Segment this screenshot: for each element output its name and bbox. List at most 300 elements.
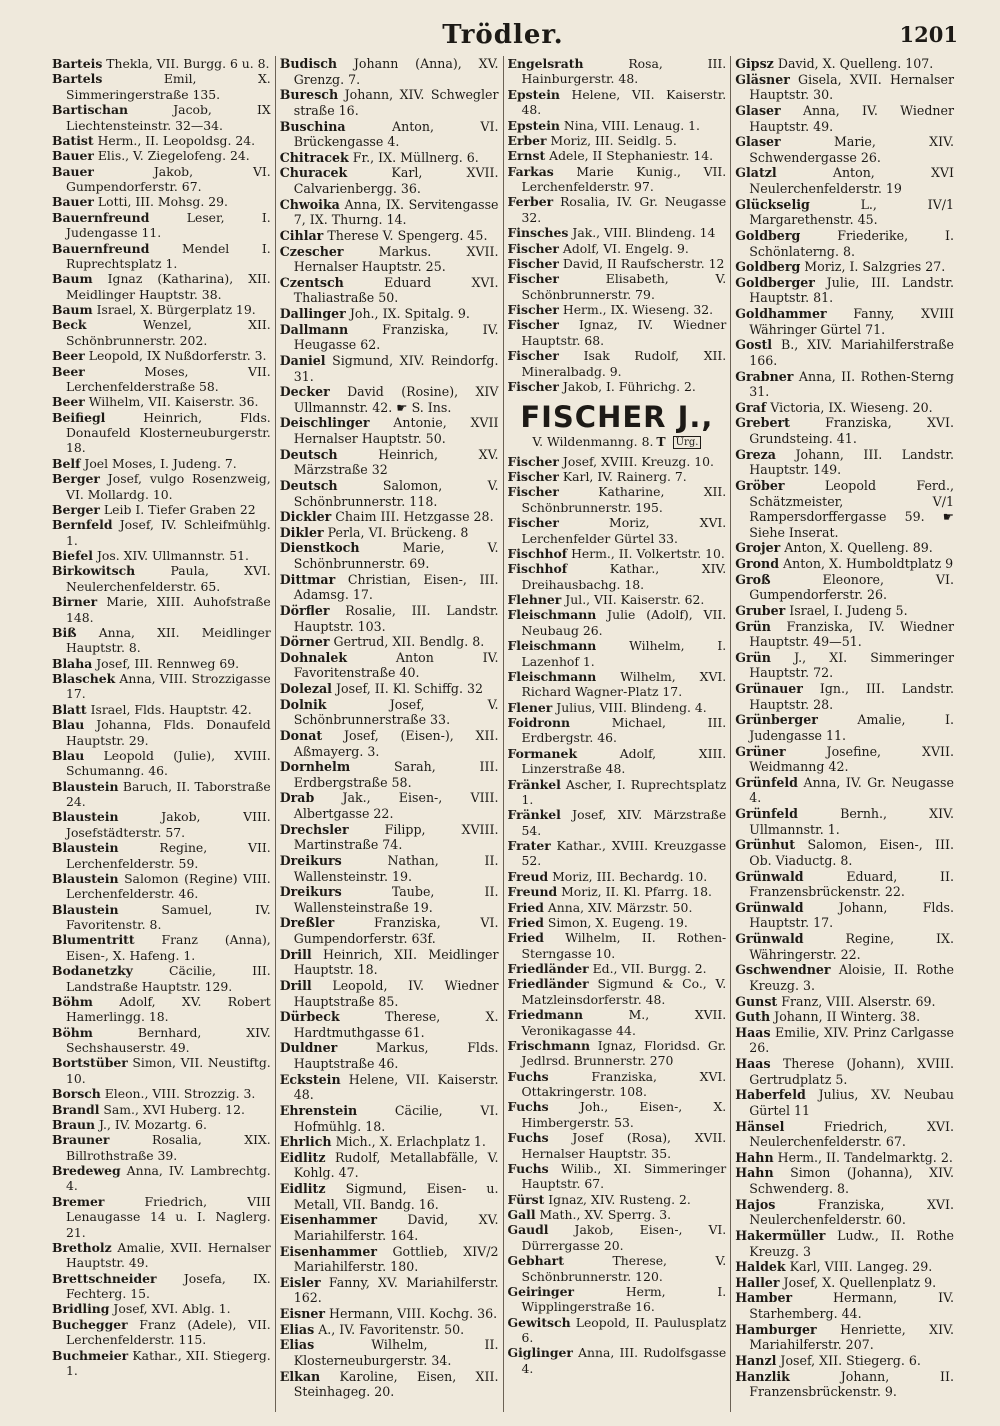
- entry-name: Eidlitz: [279, 1149, 326, 1165]
- entry-details: Gottlieb, XIV/2 Mariahilferstr. 180.: [293, 1243, 499, 1275]
- entry-name: Barteis: [52, 56, 103, 71]
- entry-details: Johanna, Flds. Donaufeld Hauptstr. 29.: [66, 717, 271, 748]
- directory-entry: [52, 871, 271, 902]
- entry-details: Joh., IX. Spitalg. 9.: [349, 306, 470, 321]
- directory-entry: [280, 915, 499, 946]
- directory-entry: [735, 478, 954, 541]
- directory-entry: [52, 748, 271, 779]
- entry-name: Beck: [52, 317, 87, 333]
- entry-details: Elisabeth, V. Schönbrunnerstr. 79.: [521, 271, 727, 302]
- entry-name: Brettschneider: [52, 1270, 157, 1286]
- entry-name: Grünauer: [735, 681, 803, 696]
- directory-entry: [508, 930, 727, 961]
- directory-entry: [52, 671, 271, 702]
- entry-name: Eisenhammer: [279, 1212, 378, 1228]
- directory-entry: [52, 364, 271, 395]
- entry-details: Sigmund, Eisen- u. Metall, VII. Bandg. 16.: [293, 1181, 499, 1212]
- entry-details: Simon, X. Eugeng. 19.: [547, 914, 688, 930]
- page-header: [48, 0, 958, 56]
- entry-details: Anna, VIII. Strozzigasse 17.: [66, 671, 271, 702]
- entry-name: Baum: [52, 302, 93, 317]
- entry-details: Nina, VIII. Lenaug. 1.: [563, 117, 700, 133]
- directory-entry: [52, 594, 271, 625]
- directory-entry: [508, 379, 727, 394]
- entry-name: Braun: [52, 1116, 96, 1132]
- entry-name: Brauner: [52, 1132, 110, 1148]
- entry-name: Gall: [507, 1207, 536, 1222]
- entry-details: Joh., Eisen-, X. Himbergerstr. 53.: [521, 1099, 727, 1130]
- telephone-mark: T: [656, 434, 666, 450]
- entry-details: Anna, IX. Servitengasse 7, IX. Thurng. 14.: [293, 196, 499, 228]
- entry-details: Antonie, XVII Hernalser Hauptstr. 50.: [293, 415, 499, 446]
- entry-details: Moriz, I. Salzgries 27.: [804, 259, 946, 275]
- directory-entry: [280, 244, 499, 275]
- directory-entry: [508, 884, 727, 899]
- entry-details: Franziska, XVI. Neulerchenfelderstr. 60.: [749, 1196, 954, 1228]
- entry-details: Josefa, IX. Fechterg. 15.: [66, 1270, 271, 1301]
- entry-details: J., IV. Mozartg. 6.: [99, 1116, 207, 1132]
- entry-details: Fanny, XV. Mariahilferstr. 162.: [293, 1274, 499, 1306]
- entry-details: Marie, V. Schönbrunnerstr. 69.: [293, 540, 499, 571]
- directory-entry: [735, 1353, 954, 1369]
- entry-details: Heinrich, Flds. Donaufeld Klosterneuburgerstr. 18.: [66, 409, 271, 456]
- entry-name: Friedmann: [507, 1007, 584, 1023]
- directory-entry: [280, 884, 499, 915]
- entry-details: Bernh., XIV. Ullmannstr. 1.: [749, 806, 954, 837]
- directory-entry: [52, 1163, 271, 1194]
- entry-details: Julie, III. Landstr. Hauptstr. 81.: [749, 274, 954, 306]
- entry-name: Groß: [735, 571, 771, 587]
- directory-entry: [280, 572, 499, 603]
- entry-name: Haas: [735, 1024, 771, 1040]
- entry-name: Fischer: [507, 469, 559, 484]
- entry-name: Elkan: [279, 1368, 321, 1384]
- entry-details: Anna, IV. Wiedner Hauptstr. 49.: [749, 102, 954, 134]
- entry-details: Moriz, II. Kl. Pfarrg. 18.: [561, 884, 712, 900]
- directory-entry: [508, 515, 727, 546]
- directory-entry: [280, 119, 499, 150]
- entry-name: Dreikurs: [279, 852, 342, 868]
- entry-details: L., IV/1 Margarethenstr. 45.: [749, 196, 954, 228]
- entry-name: Drill: [279, 977, 312, 993]
- entry-details: Rosalia, IV. Gr. Neugasse 32.: [521, 194, 727, 225]
- directory-entry: [52, 1348, 271, 1379]
- directory-entry: [735, 103, 954, 134]
- directory-entry: [735, 900, 954, 931]
- entry-details: Jak., Eisen-, VIII. Albertgasse 22.: [293, 790, 499, 821]
- directory-entry: [280, 681, 499, 697]
- entry-name: Fischer: [507, 271, 559, 287]
- entry-details: Sarah, III. Erdbergstraße 58.: [293, 759, 499, 790]
- entry-name: Bernfeld: [52, 517, 113, 533]
- directory-entry: [735, 369, 954, 400]
- entry-name: Bauernfreund: [52, 209, 150, 225]
- entry-name: Elias: [279, 1337, 315, 1353]
- entry-name: Haas: [735, 1056, 771, 1071]
- directory-entry: [52, 1117, 271, 1132]
- entry-details: Therese, V. Schönbrunnerstr. 120.: [521, 1253, 727, 1284]
- entry-details: Josef, XVI. Ablg. 1.: [113, 1301, 231, 1317]
- directory-entry: [735, 72, 954, 103]
- directory-entry: [52, 517, 271, 548]
- entry-details: Johann, II Winterg. 38.: [774, 1009, 921, 1025]
- entry-details: Bernhard, XIV. Sechshauserstr. 49.: [66, 1024, 271, 1055]
- entry-details: Adolf, XV. Robert Hamerlingg. 18.: [66, 993, 271, 1025]
- directory-entry: [52, 1132, 271, 1163]
- directory-entry: [508, 1161, 727, 1192]
- entry-name: Epstein: [507, 117, 560, 133]
- entry-details: Perla, VI. Brückeng. 8: [327, 524, 469, 540]
- directory-entry: [735, 1165, 954, 1196]
- entry-details: Simon (Johanna), XIV. Schwenderg. 8.: [749, 1165, 954, 1196]
- entry-name: Epstein: [507, 86, 560, 102]
- directory-entry: [508, 1130, 727, 1161]
- entry-details: Wilhelm, II. Klosterneuburgerstr. 34.: [293, 1337, 499, 1368]
- entry-name: Fried: [507, 899, 544, 915]
- entry-details: Henriette, XIV. Mariahilferstr. 207.: [749, 1321, 954, 1353]
- entry-details: Eleonore, VI. Gumpendorferstr. 26.: [749, 571, 954, 603]
- directory-entry: [735, 1056, 954, 1087]
- directory-entry: [52, 394, 271, 409]
- entry-details: Therese (Johann), XVIII. Gertrudplatz 5.: [749, 1056, 954, 1087]
- entry-name: Engelsrath: [507, 56, 584, 71]
- entry-name: Bredeweg: [52, 1163, 121, 1178]
- entry-name: Blaustein: [52, 840, 119, 856]
- directory-entry: [508, 241, 727, 256]
- entry-name: Grünfeld: [735, 806, 798, 821]
- entry-name: Giglinger: [507, 1345, 573, 1361]
- entry-details: Elis., V. Ziegelofeng. 24.: [97, 148, 250, 164]
- entry-name: Hakermüller: [735, 1227, 826, 1243]
- entry-name: Dohnalek: [279, 649, 348, 665]
- entry-name: Biefel: [52, 548, 93, 563]
- directory-entry: [735, 228, 954, 259]
- directory-entry: [280, 353, 499, 384]
- directory-entry: [735, 619, 954, 650]
- entry-details: Johann (Anna), XV. Grenzg. 7.: [293, 56, 499, 87]
- entry-details: Fr., IX. Müllnerg. 6.: [352, 149, 479, 165]
- entry-name: Ehrlich: [279, 1134, 332, 1150]
- entry-name: Fischer: [507, 453, 559, 469]
- entry-details: Moriz, III. Seidlg. 5.: [550, 132, 677, 148]
- entry-details: Herm., II. Tandelmarktg. 2.: [777, 1149, 953, 1165]
- entry-name: Fischer: [507, 484, 559, 500]
- entry-details: Taube, II. Wallensteinstraße 19.: [293, 884, 499, 915]
- entry-name: Hamburger: [735, 1321, 817, 1337]
- entry-details: Jak., VIII. Blindeng. 14: [572, 225, 716, 241]
- directory-entry: [52, 148, 271, 163]
- entry-name: Fuchs: [507, 1130, 549, 1146]
- entry-name: Glatzl: [735, 165, 777, 181]
- entry-details: Friederike, I. Schönlaterng. 8.: [749, 227, 954, 259]
- directory-entry: [280, 822, 499, 853]
- entry-details: Johann, II. Franzensbrückenstr. 9.: [749, 1368, 954, 1400]
- entry-name: Beer: [52, 348, 85, 364]
- entry-details: Victoria, IX. Wieseng. 20.: [770, 399, 933, 415]
- directory-column-2: [275, 56, 503, 1412]
- entry-name: Fischer: [507, 302, 559, 317]
- entry-details: Anna, IV. Lambrechtg. 4.: [66, 1163, 271, 1194]
- directory-entry: [52, 1240, 271, 1271]
- directory-entry: [735, 775, 954, 806]
- directory-entry: [280, 853, 499, 884]
- entry-details: Ignaz, IV. Wiedner Hauptstr. 68.: [521, 317, 727, 348]
- directory-entry: [280, 728, 499, 759]
- entry-details: Ignaz, XIV. Rusteng. 2.: [548, 1191, 691, 1207]
- entry-name: Böhm: [52, 993, 93, 1009]
- entry-name: Goldhammer: [735, 306, 827, 321]
- directory-entry: [280, 1369, 499, 1400]
- entry-name: Dittmar: [279, 571, 336, 587]
- directory-entry: [735, 931, 954, 962]
- entry-details: Nathan, II. Wallensteinstr. 19.: [293, 852, 499, 884]
- entry-details: Johann, Flds. Hauptstr. 17.: [749, 899, 954, 931]
- entry-name: Belf: [52, 455, 81, 471]
- directory-entry: [735, 1150, 954, 1166]
- directory-column-1: [48, 56, 275, 1412]
- entry-name: Farkas: [507, 163, 554, 179]
- directory-entry: [508, 700, 727, 715]
- directory-entry: [735, 650, 954, 681]
- entry-name: Fränkel: [507, 807, 561, 823]
- entry-name: Eckstein: [279, 1071, 341, 1087]
- entry-name: Dienstkoch: [279, 540, 360, 556]
- entry-details: Salomon, Eisen-, III. Ob. Viaductg. 8.: [749, 837, 954, 868]
- entry-name: Gebhart: [507, 1253, 564, 1269]
- entry-name: Bodanetzky: [52, 963, 133, 979]
- directory-entry: [508, 900, 727, 915]
- directory-entry: [508, 148, 727, 163]
- directory-entry: [52, 1301, 271, 1316]
- directory-entry: [735, 556, 954, 572]
- entry-name: Drab: [279, 790, 315, 806]
- entry-name: Eisler: [279, 1274, 321, 1290]
- directory-entry: [280, 384, 499, 415]
- entry-details: Jakob, Eisen-, VI. Dürrergasse 20.: [521, 1222, 727, 1253]
- entry-details: Franz, VIII. Alserstr. 69.: [781, 993, 936, 1009]
- entry-name: Ferber: [507, 194, 554, 210]
- entry-name: Friedländer: [507, 976, 589, 992]
- entry-name: Fuchs: [507, 1068, 549, 1084]
- directory-entry: [735, 869, 954, 900]
- entry-name: Beifiegl: [52, 409, 106, 425]
- directory-entry: [508, 164, 727, 195]
- entry-name: Fischhof: [507, 561, 568, 577]
- entry-details: Julie (Adolf), VII. Neubaug 26.: [521, 607, 727, 638]
- entry-name: Buchmeier: [52, 1347, 129, 1363]
- entry-details: Jakob, VI. Gumpendorferstr. 67.: [66, 163, 271, 194]
- entry-details: David, XV. Mariahilferstr. 164.: [293, 1212, 499, 1243]
- entry-name: Geiringer: [507, 1283, 574, 1299]
- entry-details: Cäcilie, VI. Hofmühlg. 18.: [293, 1102, 499, 1134]
- entry-details: Johann, III. Landstr. Hauptstr. 149.: [749, 446, 954, 478]
- directory-entry: [735, 1322, 954, 1353]
- entry-details: Lotti, III. Mohsg. 29.: [97, 194, 228, 210]
- entry-details: Franziska, XVI. Grundsteing. 41.: [749, 415, 954, 446]
- directory-entry: [280, 1150, 499, 1181]
- entry-details: J., XI. Simmeringer Hauptstr. 72.: [749, 649, 954, 681]
- directory-entry: [280, 947, 499, 978]
- directory-entry: [52, 809, 271, 840]
- directory-entry: [280, 978, 499, 1009]
- entry-details: Isak Rudolf, XII. Mineralbadg. 9.: [521, 348, 727, 379]
- entry-details: Ignaz (Katharina), XII. Meidlinger Hauptstr. 38.: [66, 271, 271, 302]
- entry-name: Beer: [52, 394, 85, 410]
- entry-details: Joel Moses, I. Judeng. 7.: [84, 455, 237, 471]
- entry-name: Fränkel: [507, 776, 561, 792]
- entry-details: Aloisie, II. Rothe Kreuzg. 3.: [749, 962, 954, 993]
- entry-details: Josef, XIV. Märzstraße 54.: [521, 807, 727, 838]
- directory-entry: [735, 56, 954, 72]
- entry-name: Bauer: [52, 148, 94, 164]
- entry-details: Jacob, IX Liechtensteinstr. 32—34.: [66, 102, 271, 133]
- entry-details: Friedrich, XVI. Neulerchenfelderstr. 67.: [749, 1118, 954, 1150]
- entry-name: Haldek: [735, 1259, 786, 1275]
- directory-entry: [52, 102, 271, 133]
- directory-entry: [52, 241, 271, 272]
- directory-entry: [508, 777, 727, 808]
- directory-entry: [508, 546, 727, 561]
- entry-name: Czescher: [279, 243, 344, 259]
- directory-entry: [508, 256, 727, 271]
- entry-name: Goldberger: [735, 274, 815, 290]
- entry-name: Bretholz: [52, 1239, 112, 1255]
- entry-name: Buresch: [279, 87, 339, 103]
- entry-details: Helene, VII. Kaiserstr. 48.: [293, 1071, 499, 1103]
- entry-details: Amalie, I. Judengasse 11.: [749, 712, 954, 743]
- entry-details: Moses, VII. Lerchenfelderstraße 58.: [66, 363, 271, 394]
- entry-name: Gläsner: [735, 71, 790, 87]
- directory-entry: [52, 1055, 271, 1086]
- entry-details: Moriz, III. Bechardg. 10.: [552, 868, 708, 884]
- entry-details: M., XVII. Veronikagasse 44.: [521, 1007, 727, 1038]
- entry-details: Josef, II. Kl. Schiffg. 32: [335, 681, 484, 696]
- entry-details: Ignaz, Floridsd. Gr. Jedlrsd. Brunnerstr. 270: [521, 1037, 727, 1069]
- directory-entry: [508, 915, 727, 930]
- entry-name: Grünhut: [735, 837, 796, 853]
- directory-entry: [508, 1099, 727, 1130]
- entry-details: Israel, I. Judeng 5.: [789, 602, 908, 618]
- entry-details: Marie, XIV. Schwendergasse 26.: [749, 134, 954, 165]
- directory-entry: [52, 717, 271, 748]
- directory-entry: [735, 1119, 954, 1150]
- entry-name: Goldberg: [735, 227, 801, 243]
- directory-entry: [508, 1345, 727, 1376]
- entry-details: Adele, II Stephaniestr. 14.: [549, 148, 714, 164]
- directory-entry: [280, 1181, 499, 1212]
- entry-name: Fischer: [507, 317, 559, 333]
- entry-name: Birkowitsch: [52, 563, 136, 579]
- directory-entry: [508, 194, 727, 225]
- entry-details: Rosa, III. Hainburgerstr. 48.: [521, 56, 727, 87]
- directory-entry: [508, 1315, 727, 1346]
- directory-entry: [735, 197, 954, 228]
- directory-entry: [52, 932, 271, 963]
- entry-name: Grojer: [735, 540, 781, 556]
- entry-name: Grünwald: [735, 868, 804, 884]
- entry-name: Formanek: [507, 745, 578, 761]
- entry-details: Herm., II. Leopoldsg. 24.: [97, 132, 256, 148]
- entry-name: Hänsel: [735, 1118, 785, 1134]
- directory-entry: [735, 1087, 954, 1118]
- entry-details: Sigmund, XIV. Reindorfg. 31.: [293, 352, 499, 384]
- directory-entry: [735, 806, 954, 837]
- directory-entry: [52, 410, 271, 456]
- entry-details: Samuel, IV. Favoritenstr. 8.: [66, 901, 271, 932]
- entry-name: Bartels: [52, 71, 103, 87]
- featured-advertiser-name: FISCHER J.,: [520, 400, 714, 435]
- entry-name: Beer: [52, 363, 85, 379]
- entry-details: Ed., VII. Burgg. 2.: [592, 961, 707, 976]
- directory-entry: [735, 572, 954, 603]
- entry-name: Grün: [735, 618, 771, 634]
- page-number: 1201: [899, 22, 958, 47]
- entry-details: Franz (Anna), Eisen-, X. Hafeng. 1.: [66, 932, 271, 963]
- entry-name: Bortstüber: [52, 1055, 128, 1071]
- directory-entry: [508, 1207, 727, 1222]
- entry-name: Borsch: [52, 1086, 101, 1102]
- directory-entry: [52, 702, 271, 717]
- entry-details: Rosalia, XIX. Billrothstraße 39.: [66, 1132, 271, 1163]
- entry-details: Jakob, VIII. Josefstädterstr. 57.: [66, 809, 271, 840]
- entry-name: Deutsch: [279, 446, 338, 462]
- directory-entry: [508, 638, 727, 669]
- entry-details: Jakob, I. Führichg. 2.: [562, 378, 696, 394]
- directory-entry: [52, 656, 271, 671]
- entry-details: Kathar., XVIII. Kreuzgasse 52.: [521, 838, 727, 869]
- entry-name: Friedländer: [507, 961, 589, 976]
- entry-details: Josef, XII. Stiegerg. 6.: [780, 1352, 921, 1368]
- entry-name: Fischer: [507, 240, 559, 256]
- featured-advertiser-address: [508, 434, 727, 449]
- entry-details: Anton, VI. Brückengasse 4.: [293, 118, 499, 150]
- entry-details: Wilib., XI. Simmeringer Hauptstr. 67.: [521, 1160, 727, 1192]
- entry-details: Katharine, XII. Schönbrunnerstr. 195.: [521, 484, 727, 515]
- directory-entry: [508, 976, 727, 1007]
- entry-name: Gewitsch: [507, 1314, 571, 1330]
- entry-name: Blumentritt: [52, 932, 135, 948]
- directory-entry: [735, 681, 954, 712]
- entry-name: Gunst: [735, 993, 778, 1009]
- directory-entry: [52, 563, 271, 594]
- entry-details: Mendel I. Ruprechtsplatz 1.: [66, 240, 271, 271]
- entry-name: Haberfeld: [735, 1087, 806, 1103]
- entry-name: Fischer: [507, 378, 559, 394]
- directory-entry: [735, 540, 954, 556]
- directory-entry: [508, 1222, 727, 1253]
- entry-name: Batist: [52, 132, 94, 148]
- entry-name: Chitracek: [279, 149, 349, 165]
- entry-details: Franziska, XVI. Ottakringerstr. 108.: [521, 1068, 727, 1099]
- entry-name: Bauer: [52, 194, 94, 210]
- entry-details: Leopold Ferd., Schätzmeister, V/1 Rampersdorffergasse 59. ☛ Siehe Inserat.: [749, 477, 954, 540]
- directory-entry: [52, 71, 271, 102]
- directory-entry: [280, 1072, 499, 1103]
- entry-details: B., XIV. Mariahilferstraße 166.: [749, 337, 954, 368]
- directory-entry: [735, 134, 954, 165]
- entry-details: Josefine, XVII. Weidmanng 42.: [749, 743, 954, 775]
- entry-name: Glaser: [735, 102, 781, 118]
- entry-name: Fischer: [507, 348, 559, 364]
- directory-entry: [280, 790, 499, 821]
- entry-details: Josef, IV. Schleifmühlg. 1.: [66, 517, 271, 548]
- entry-details: Salomon (Regine) VIII. Lerchenfelderstr. 46.: [66, 870, 271, 902]
- directory-entry: [508, 1284, 727, 1315]
- entry-name: Fischhof: [507, 545, 568, 561]
- entry-name: Budisch: [279, 56, 338, 71]
- directory-entry: [52, 1025, 271, 1056]
- entry-name: Dolezal: [279, 681, 332, 696]
